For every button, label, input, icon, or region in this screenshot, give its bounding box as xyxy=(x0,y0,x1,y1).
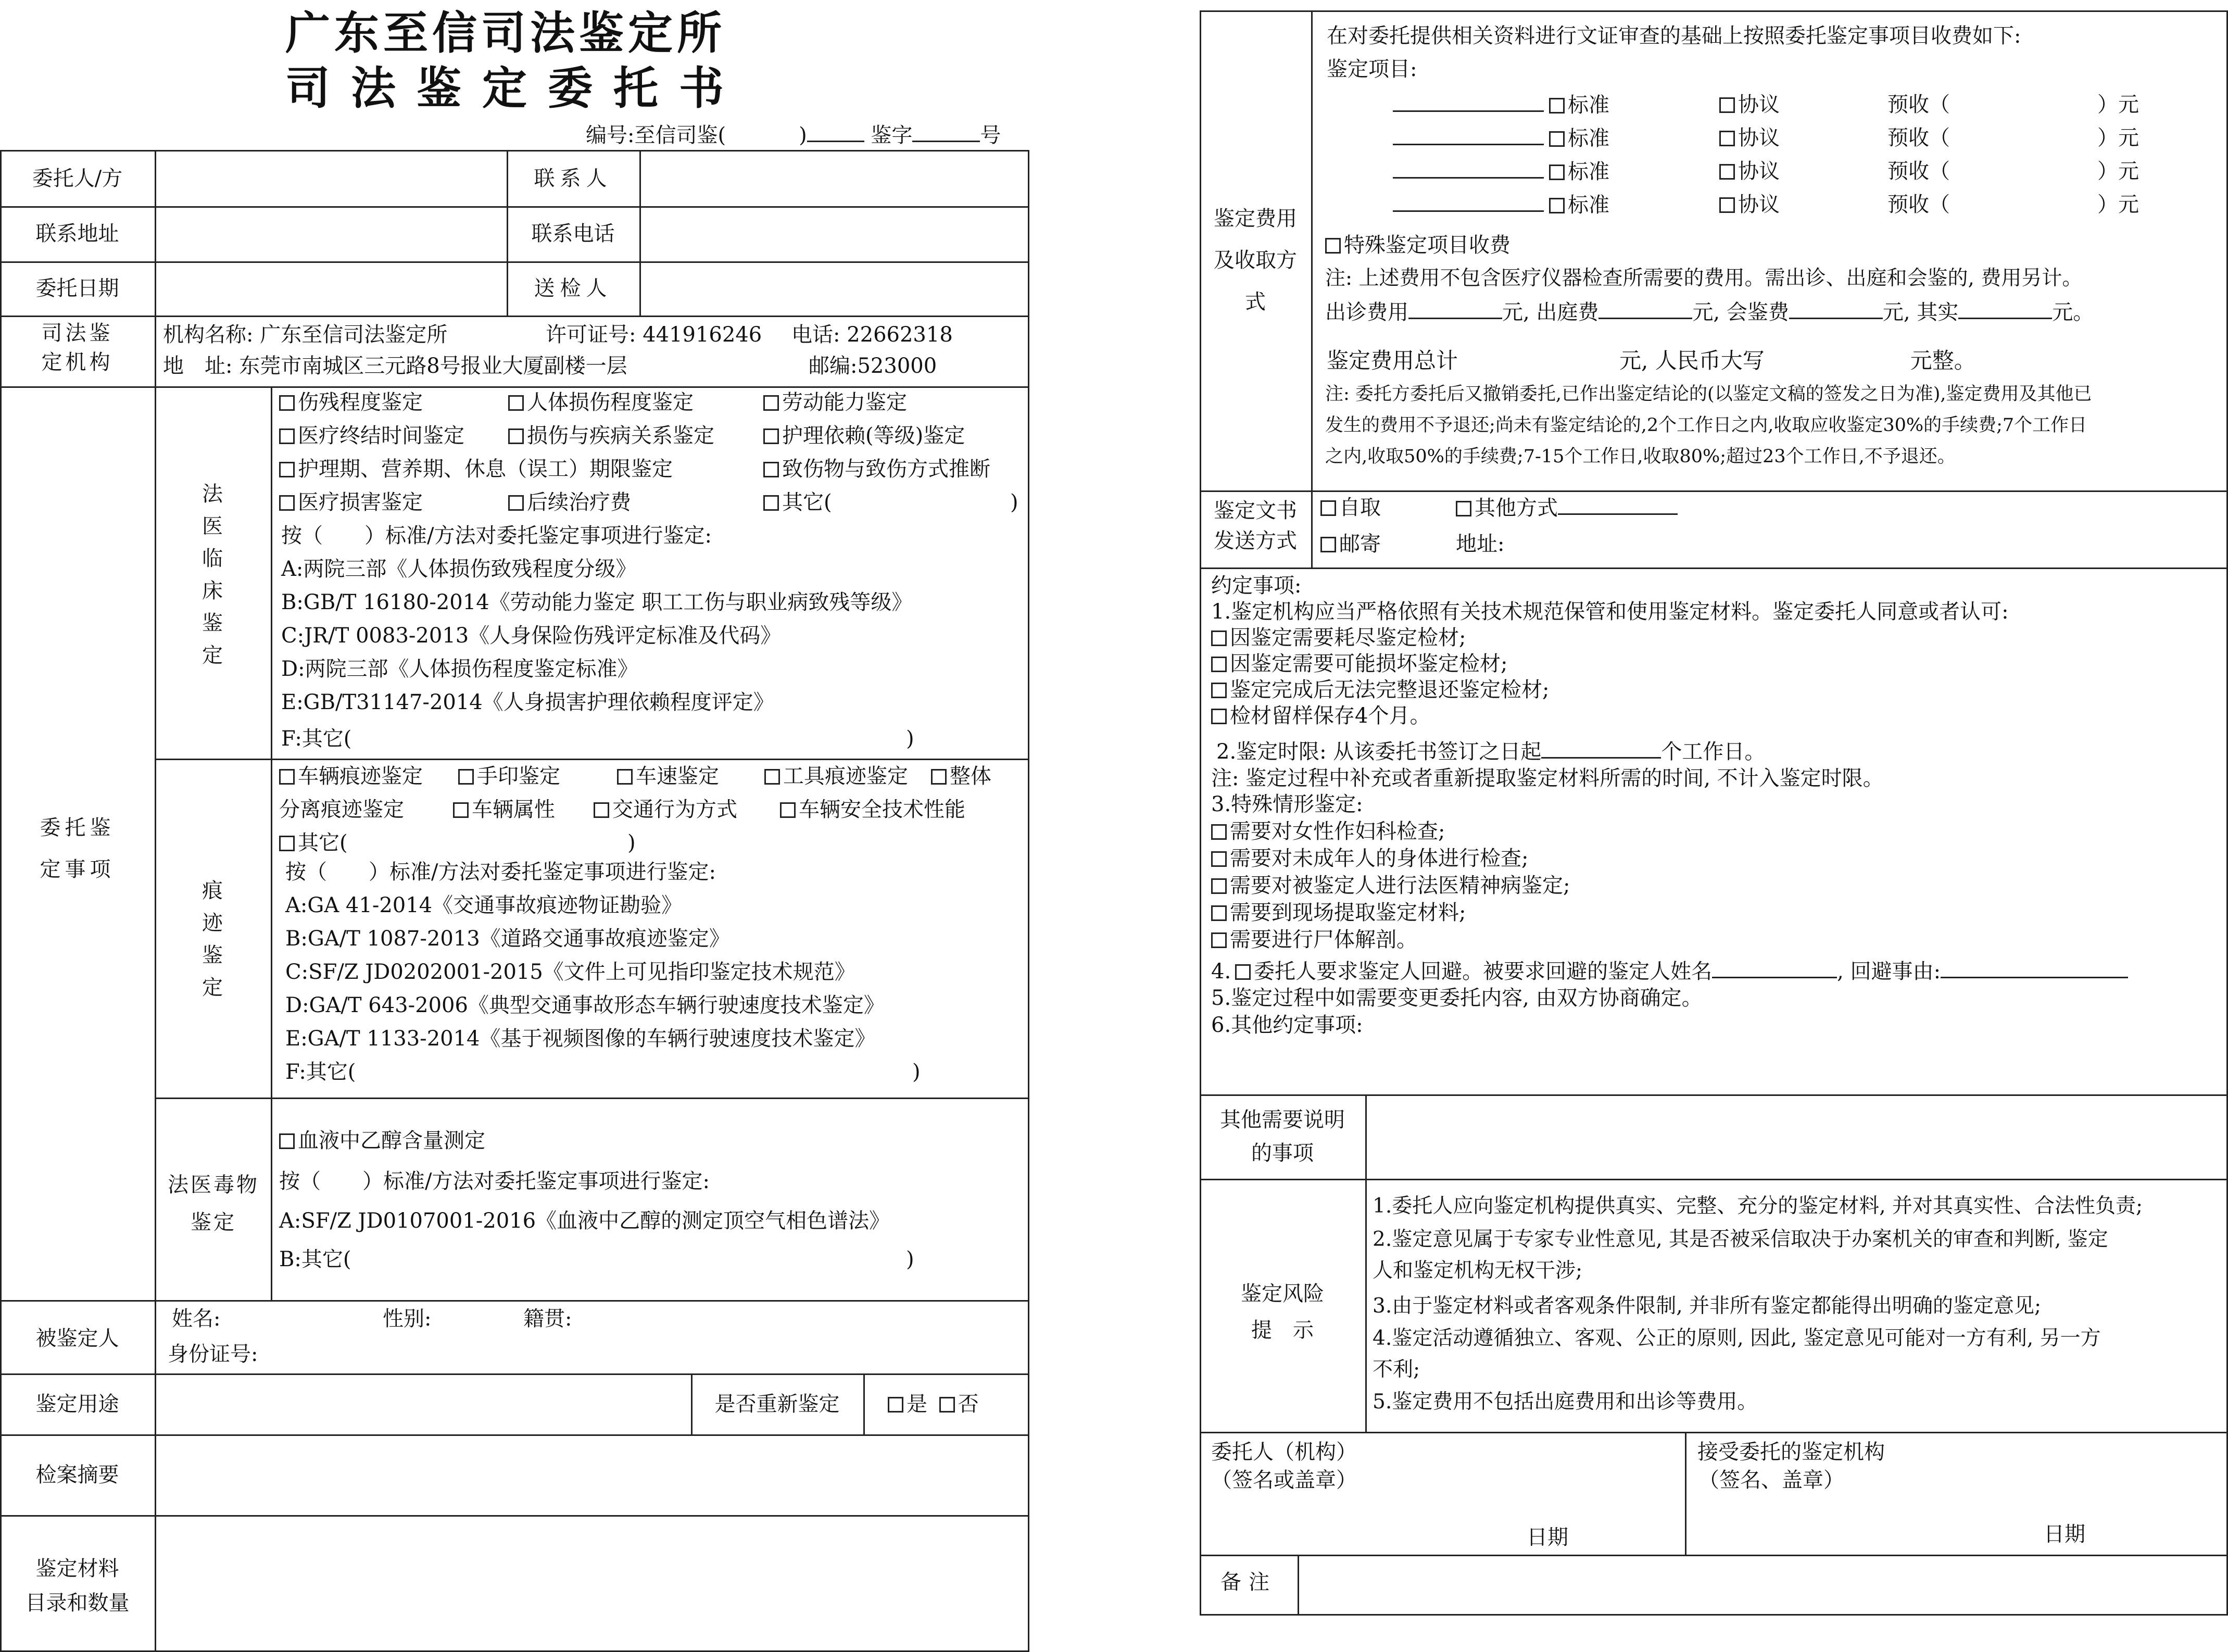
risk-item: 5.鉴定费用不包括出庭费用和出诊等费用。 xyxy=(1373,1390,1758,1414)
checkbox[interactable] xyxy=(508,495,524,511)
delivery-label: 鉴定文书 xyxy=(1214,499,1297,523)
checkbox[interactable] xyxy=(1320,500,1336,516)
agency-license: 许可证号: 441916246 xyxy=(546,323,762,347)
agency-signature-area[interactable] xyxy=(1688,1435,2226,1554)
agreement-3-item: 需要对未成年人的身体进行检查; xyxy=(1211,847,1528,871)
other-matters-field[interactable] xyxy=(1368,1098,2226,1178)
close-paren: ) xyxy=(1010,490,1018,514)
other-matters-label: 其他需要说明 xyxy=(1220,1108,1345,1132)
agency-sign-date: 日期 xyxy=(2044,1522,2085,1546)
clinical-option: 医疗终结时间鉴定 xyxy=(279,424,464,448)
delivery-label-2: 发送方式 xyxy=(1214,529,1297,553)
client-sign-label-2: （签名或盖章） xyxy=(1211,1468,1357,1492)
agreement-1-item: 检材留样保存4个月。 xyxy=(1211,704,1430,728)
subject-label: 被鉴定人 xyxy=(35,1327,119,1351)
trace-standard: A:GA 41-2014《交通事故痕迹物证勘验》 xyxy=(285,893,683,917)
trace-option: 车辆属性 xyxy=(453,798,555,822)
risk-item: 人和鉴定机构无权干涉; xyxy=(1373,1259,1583,1282)
checkbox[interactable] xyxy=(1211,851,1227,867)
matters-label: 委托鉴定事项 xyxy=(40,816,115,881)
summary-label: 检案摘要 xyxy=(35,1463,119,1487)
agency-label: 司法鉴定机构 xyxy=(41,321,114,374)
fee-intro: 在对委托提供相关资料进行文证审查的基础上按照委托鉴定事项目收费如下: xyxy=(1327,24,2021,48)
checkbox[interactable] xyxy=(1211,824,1227,840)
trace-standard: F:其它( xyxy=(285,1060,356,1084)
checkbox-no[interactable] xyxy=(939,1397,955,1413)
trace-option: 整体 xyxy=(931,764,991,788)
subject-name-label: 姓名: xyxy=(172,1307,221,1331)
checkbox[interactable] xyxy=(763,395,779,411)
checkbox[interactable] xyxy=(279,428,295,444)
trace-option: 车速鉴定 xyxy=(617,764,719,788)
phone-label: 联系电话 xyxy=(531,222,615,246)
fee-note: 注: 上述费用不包含医疗仪器检查所需要的费用。需出诊、出庭和会鉴的, 费用另计。 xyxy=(1325,267,2083,290)
agreement-2: 2.鉴定时限: 从该委托书签订之日起 个工作日。 xyxy=(1216,740,1766,764)
agreement-3-item: 需要到现场提取鉴定材料; xyxy=(1211,901,1466,925)
other-matters-label-2: 的事项 xyxy=(1251,1141,1314,1165)
risk-item: 1.委托人应向鉴定机构提供真实、完整、充分的鉴定材料, 并对其真实性、合法性负责; xyxy=(1373,1194,2143,1218)
client-signature-area[interactable] xyxy=(1203,1435,1683,1554)
checkbox[interactable] xyxy=(1320,537,1336,552)
checkbox-yes[interactable] xyxy=(888,1397,903,1413)
checkbox[interactable] xyxy=(453,802,469,818)
fee-neg: 协议 xyxy=(1719,159,1780,183)
fee-yuan: ）元 xyxy=(2097,159,2139,183)
close-paren: ) xyxy=(906,1247,914,1271)
fee-items-label: 鉴定项目: xyxy=(1327,57,1417,81)
clinical-standard: F:其它( xyxy=(281,727,352,751)
fee-item-row: 标准 xyxy=(1393,159,1609,184)
checkbox[interactable] xyxy=(1719,164,1735,180)
delivery-mail: 邮寄 xyxy=(1320,532,1381,556)
materials-label-2: 目录和数量 xyxy=(25,1591,130,1615)
checkbox[interactable] xyxy=(931,769,947,785)
clinical-option: 护理依赖(等级)鉴定 xyxy=(763,424,965,448)
clinical-standard: B:GB/T 16180-2014《劳动能力鉴定 职工工伤与职业病致残等级》 xyxy=(281,590,913,614)
trace-option: 工具痕迹鉴定 xyxy=(764,764,908,788)
entrust-date-field[interactable] xyxy=(158,263,505,314)
trace-standard: B:GA/T 1087-2013《道路交通事故痕迹鉴定》 xyxy=(285,927,730,951)
risk-label-2: 提 示 xyxy=(1251,1318,1314,1342)
toxic-standard: A:SF/Z JD0107001-2016《血液中乙醇的测定顶空气相色谱法》 xyxy=(279,1209,890,1233)
checkbox[interactable] xyxy=(508,395,524,411)
checkbox[interactable] xyxy=(780,802,796,818)
agreement-6: 6.其他约定事项: xyxy=(1211,1013,1363,1037)
clinical-option: 致伤物与致伤方式推断 xyxy=(763,457,990,481)
subject-id-label: 身份证号: xyxy=(168,1342,258,1366)
client-label: 委托人/方 xyxy=(32,167,123,191)
clinical-option-row-1: 伤残程度鉴定 xyxy=(279,390,423,414)
checkbox[interactable] xyxy=(508,428,524,444)
fee-yuan: ）元 xyxy=(2097,193,2139,217)
checkbox[interactable] xyxy=(1211,905,1227,921)
close-paren: ) xyxy=(912,1060,921,1084)
risk-item: 不利; xyxy=(1373,1358,1420,1381)
address-field[interactable] xyxy=(158,208,505,260)
refund-note: 注: 委托方委托后又撤销委托,已作出鉴定结论的(以鉴定文稿的签发之日为准),鉴定费用及其他已 xyxy=(1325,384,2092,405)
toxic-option: 血液中乙醇含量测定 xyxy=(279,1129,485,1153)
agreement-3-item: 需要对女性作妇科检查; xyxy=(1211,819,1445,843)
trace-standard-line: 按（ ）标准/方法对委托鉴定事项进行鉴定: xyxy=(285,860,716,884)
checkbox[interactable] xyxy=(1456,501,1471,516)
agency-sign-label: 接受委托的鉴定机构 xyxy=(1697,1440,1885,1464)
checkbox[interactable] xyxy=(1719,97,1735,113)
checkbox[interactable] xyxy=(1549,98,1565,114)
client-sign-label: 委托人（机构） xyxy=(1211,1440,1357,1464)
sender-field[interactable] xyxy=(643,263,1028,314)
clinical-standard: E:GB/T31147-2014《人身损害护理依赖程度评定》 xyxy=(281,690,774,714)
agreement-title: 约定事项: xyxy=(1211,574,1302,598)
reappraisal-label: 是否重新鉴定 xyxy=(714,1392,840,1416)
close-paren: ) xyxy=(906,727,914,751)
risk-item: 4.鉴定活动遵循独立、客观、公正的原则, 因此, 鉴定意见可能对一方有利, 另一方 xyxy=(1373,1327,2101,1350)
agency-sign-label-2: （签名、盖章） xyxy=(1698,1468,1844,1492)
checkbox[interactable] xyxy=(279,462,295,477)
checkbox[interactable] xyxy=(617,769,633,785)
materials-label: 鉴定材料 xyxy=(35,1557,119,1581)
contact-field[interactable] xyxy=(643,153,1028,205)
purpose-label: 鉴定用途 xyxy=(35,1392,119,1416)
refund-note: 之内,收取50%的手续费;7-15个工作日,收取80%;超过23个工作日,不予退还。 xyxy=(1325,446,1956,467)
fee-prepay: 预收（ xyxy=(1887,159,1950,183)
checkbox[interactable] xyxy=(1325,238,1341,254)
fee-prepay: 预收（ xyxy=(1887,93,1950,117)
trace-option: 手印鉴定 xyxy=(458,764,560,788)
trace-option: 交通行为方式 xyxy=(594,798,737,822)
agency-address: 地 址: 东莞市南城区三元路8号报业大厦副楼一层 xyxy=(163,354,627,378)
reappraisal-options: 是 否 xyxy=(888,1392,979,1416)
agency-tel: 电话: 22662318 xyxy=(791,323,953,347)
risk-item: 2.鉴定意见属于专家专业性意见, 其是否被采信取决于办案机关的审查和判断, 鉴定 xyxy=(1373,1228,2108,1251)
materials-field[interactable] xyxy=(158,1518,1027,1650)
checkbox[interactable] xyxy=(1719,197,1735,213)
address-label: 联系地址 xyxy=(35,222,119,246)
checkbox[interactable] xyxy=(279,395,295,411)
trace-option-text: 分离痕迹鉴定 xyxy=(279,798,404,822)
agreement-4: 4. 委托人要求鉴定人回避。被要求回避的鉴定人姓名 , 回避事由: xyxy=(1211,959,2128,983)
checkbox[interactable] xyxy=(279,495,295,511)
refund-note: 发生的费用不予退还;尚未有鉴定结论的,2个工作日之内,收取应收鉴定30%的手续费;7个工作日 xyxy=(1325,415,2087,436)
checkbox[interactable] xyxy=(594,802,609,818)
checkbox[interactable] xyxy=(1211,683,1227,698)
subject-native-label: 籍贯: xyxy=(523,1307,572,1331)
fee-item-row: 标准 xyxy=(1393,193,1609,217)
subject-gender-label: 性别: xyxy=(383,1307,432,1331)
clinical-standard: C:JR/T 0083-2013《人身保险伤残评定标准及代码》 xyxy=(281,624,782,648)
fee-neg: 协议 xyxy=(1719,126,1780,150)
agreement-3-item: 需要对被鉴定人进行法医精神病鉴定; xyxy=(1211,874,1570,898)
fee-label: 鉴定费用及收取方式 xyxy=(1214,207,1297,314)
toxic-standard: B:其它( xyxy=(279,1247,351,1271)
agency-postcode: 邮编:523000 xyxy=(809,354,937,378)
checkbox[interactable] xyxy=(763,462,779,477)
checkbox[interactable] xyxy=(763,428,779,444)
clinical-option: 医疗损害鉴定 xyxy=(279,490,423,514)
toxic-label: 法医毒物鉴定 xyxy=(168,1173,259,1234)
clinical-standard: A:两院三部《人体损伤致残程度分级》 xyxy=(281,557,637,581)
purpose-field[interactable] xyxy=(158,1377,689,1433)
agreement-1: 1.鉴定机构应当严格依照有关技术规范保管和使用鉴定材料。鉴定委托人同意或者认可: xyxy=(1211,600,2009,624)
checkbox[interactable] xyxy=(1211,878,1227,894)
document-number: 编号:至信司鉴( ) 鉴字 号 xyxy=(586,123,1001,147)
contact-label: 联系人 xyxy=(534,167,612,191)
checkbox[interactable] xyxy=(1549,165,1565,180)
checkbox[interactable] xyxy=(764,769,780,785)
agreement-5: 5.鉴定过程中如需要变更委托内容, 由双方协商确定。 xyxy=(1211,986,1703,1010)
fee-item-row: 标准 xyxy=(1393,93,1609,117)
document-subtitle: 司法鉴定委托书 xyxy=(285,62,745,115)
fee-prepay: 预收（ xyxy=(1887,126,1950,150)
checkbox[interactable] xyxy=(1549,131,1565,147)
checkbox[interactable] xyxy=(279,769,295,785)
fee-yuan: ）元 xyxy=(2097,126,2139,150)
clinical-option: 人体损伤程度鉴定 xyxy=(508,390,694,414)
fee-prepay: 预收（ xyxy=(1887,193,1950,217)
agreement-1-item: 鉴定完成后无法完整退还鉴定检材; xyxy=(1211,678,1549,702)
fee-neg: 协议 xyxy=(1719,93,1780,117)
special-fee: 特殊鉴定项目收费 xyxy=(1325,233,1510,257)
client-field[interactable] xyxy=(158,153,505,205)
remarks-label: 备注 xyxy=(1220,1570,1277,1594)
risk-item: 3.由于鉴定材料或者客观条件限制, 并非所有鉴定都能得出明确的鉴定意见; xyxy=(1373,1294,2042,1318)
delivery-address: 地址: xyxy=(1456,532,1505,556)
clinical-option: 劳动能力鉴定 xyxy=(763,390,907,414)
entrust-date-label: 委托日期 xyxy=(35,276,119,300)
checkbox[interactable] xyxy=(1211,657,1227,672)
checkbox[interactable] xyxy=(458,769,474,785)
client-sign-date: 日期 xyxy=(1527,1525,1568,1549)
agency-name: 机构名称: 广东至信司法鉴定所 xyxy=(163,323,448,347)
clinical-standard-line: 按（ ）标准/方法对委托鉴定事项进行鉴定: xyxy=(281,524,712,548)
fee-details-line: 出诊费用 元, 出庭费 元, 会鉴费 元, 其实 元。 xyxy=(1325,300,2094,324)
trace-standard: E:GA/T 1133-2014《基于视频图像的车辆行驶速度技术鉴定》 xyxy=(285,1027,876,1051)
trace-option: 车辆安全技术性能 xyxy=(780,798,965,822)
phone-field[interactable] xyxy=(643,208,1028,260)
fee-item-row: 标准 xyxy=(1393,126,1609,150)
checkbox[interactable] xyxy=(763,495,779,511)
agreement-2-note: 注: 鉴定过程中补充或者重新提取鉴定材料所需的时间, 不计入鉴定时限。 xyxy=(1211,766,1884,790)
clinical-label: 法医临床鉴定 xyxy=(202,482,223,667)
checkbox[interactable] xyxy=(279,836,295,851)
fee-neg: 协议 xyxy=(1719,193,1780,217)
agreement-1-item: 因鉴定需要可能损坏鉴定检材; xyxy=(1211,652,1507,676)
summary-field[interactable] xyxy=(158,1437,1027,1514)
toxic-standard-line: 按（ ）标准/方法对委托鉴定事项进行鉴定: xyxy=(279,1169,710,1193)
trace-standard: C:SF/Z JD0202001-2015《文件上可见指印鉴定技术规范》 xyxy=(285,960,855,984)
delivery-self: 自取 xyxy=(1320,496,1381,520)
delivery-other: 其他方式 xyxy=(1456,496,1678,520)
clinical-option: 损伤与疾病关系鉴定 xyxy=(508,424,714,448)
checkbox[interactable] xyxy=(1719,131,1735,146)
agreement-1-item: 因鉴定需要耗尽鉴定检材; xyxy=(1211,626,1466,650)
checkbox[interactable] xyxy=(1211,709,1227,724)
fee-total-line: 鉴定费用总计 元, 人民币大写 元整。 xyxy=(1327,348,1976,373)
checkbox[interactable] xyxy=(1211,630,1227,646)
clinical-option: 后续治疗费 xyxy=(508,490,631,514)
checkbox[interactable] xyxy=(279,1133,295,1149)
clinical-option: 其它( xyxy=(763,490,832,514)
risk-label: 鉴定风险 xyxy=(1241,1282,1324,1306)
fee-yuan: ）元 xyxy=(2097,93,2139,117)
trace-label: 痕迹鉴定 xyxy=(202,879,223,1000)
trace-option: 其它( xyxy=(279,831,348,855)
agreement-3-item: 需要进行尸体解剖。 xyxy=(1211,928,1417,952)
checkbox[interactable] xyxy=(1549,198,1565,213)
trace-standard: D:GA/T 643-2006《典型交通事故形态车辆行驶速度技术鉴定》 xyxy=(285,993,885,1017)
agreement-3: 3.特殊情形鉴定: xyxy=(1211,792,1363,816)
clinical-option: 护理期、营养期、休息（误工）期限鉴定 xyxy=(279,457,673,481)
clinical-standard: D:两院三部《人体损伤程度鉴定标准》 xyxy=(281,657,638,681)
checkbox[interactable] xyxy=(1235,964,1251,980)
checkbox[interactable] xyxy=(1211,932,1227,948)
remarks-field[interactable] xyxy=(1301,1558,2226,1614)
document-title: 广东至信司法鉴定所 xyxy=(285,7,726,59)
close-paren: ) xyxy=(627,831,636,855)
sender-label: 送检人 xyxy=(534,276,612,300)
trace-option: 车辆痕迹鉴定 xyxy=(279,764,423,788)
